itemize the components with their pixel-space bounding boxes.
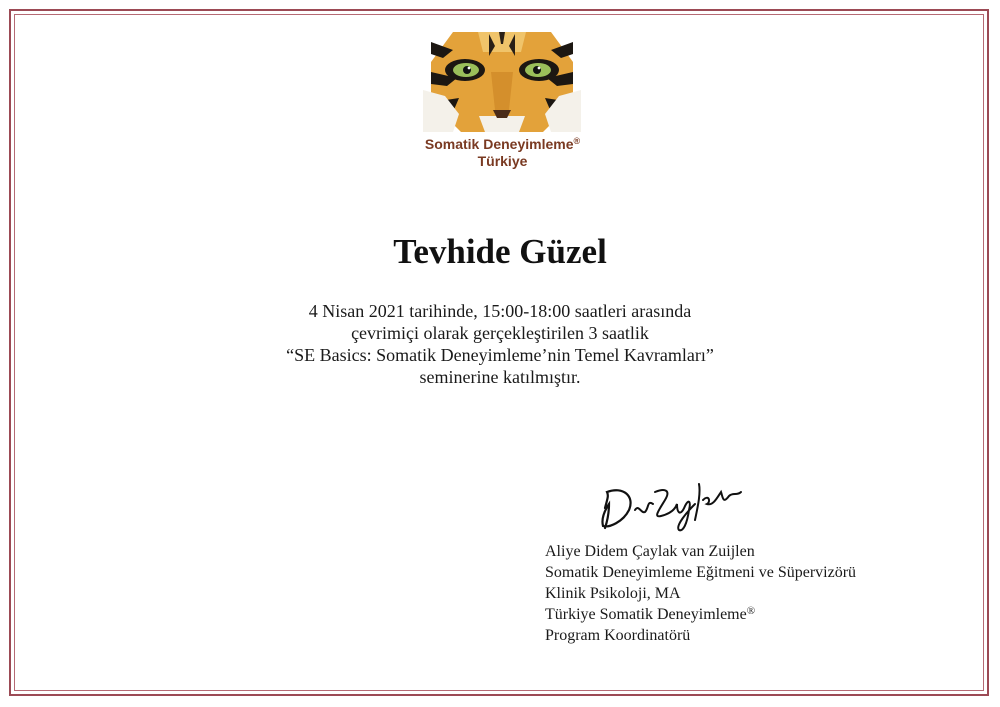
body-line: “SE Basics: Somatik Deneyimleme’nin Temel Kavramları”: [286, 345, 714, 365]
organization-logo: [410, 32, 595, 172]
signer-role: Program Koordinatörü: [545, 627, 691, 644]
signer-organization: [545, 604, 856, 625]
body-line: 4 Nisan 2021 tarihinde, 15:00-18:00 saatleri arasında: [308, 301, 692, 321]
tiger-eyes-icon: [423, 32, 581, 132]
logo-title: [410, 136, 595, 152]
recipient-name: Tevhide Güzel: [393, 232, 607, 271]
handwritten-signature-icon: [595, 470, 755, 535]
logo-subtitle: Türkiye: [477, 153, 528, 169]
signer-organization-text: Türkiye Somatik Deneyimleme: [545, 606, 747, 623]
signer-block: [545, 541, 856, 646]
registered-mark: ®: [746, 605, 756, 617]
registered-mark: ®: [573, 136, 581, 146]
body-line: çevrimiçi olarak gerçekleştirilen 3 saatlik: [351, 323, 649, 343]
signer-degree: Klinik Psikoloji, MA: [545, 585, 681, 602]
signer-name: Aliye Didem Çaylak van Zuijlen: [545, 543, 755, 560]
certificate-body: [0, 300, 1000, 388]
signer-title: Somatik Deneyimleme Eğitmeni ve Süpervizörü: [545, 564, 857, 581]
logo-title-text: Somatik Deneyimleme: [424, 136, 574, 152]
body-line: seminerine katılmıştır.: [419, 367, 581, 387]
